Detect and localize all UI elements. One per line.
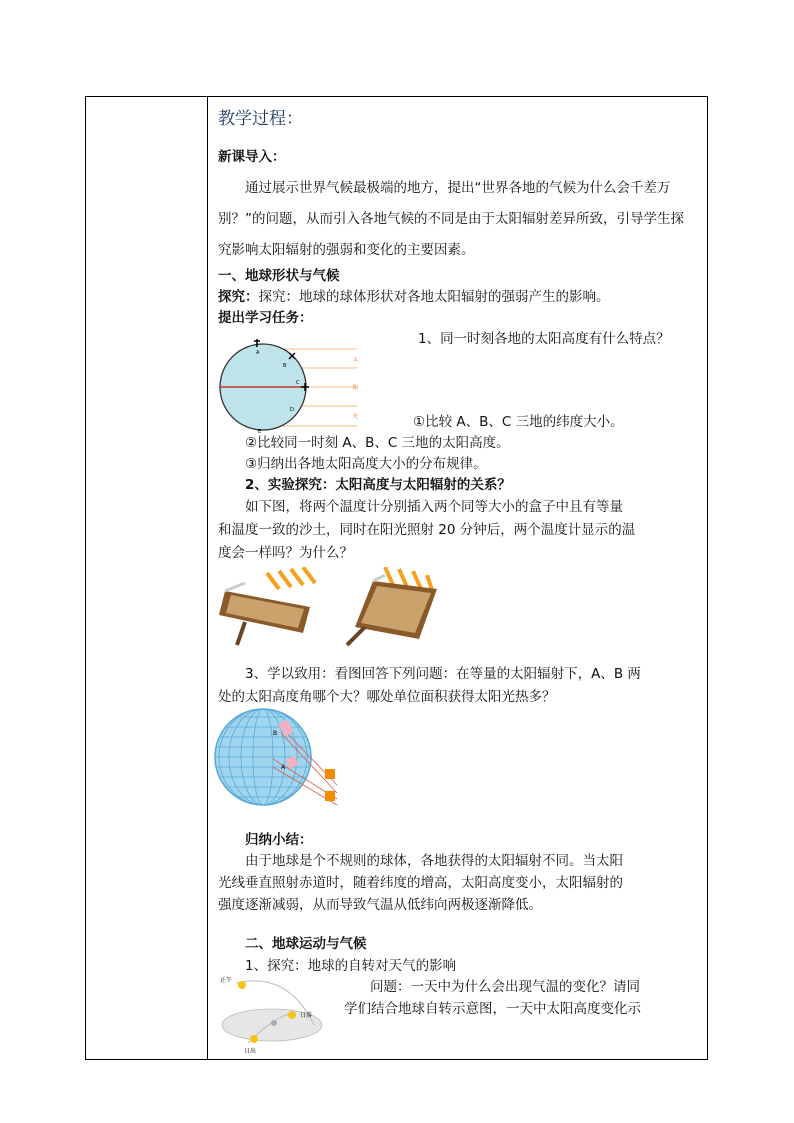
sun-path-diagram [218,973,330,1055]
label-D: D [290,407,294,413]
label-B: B [283,363,287,369]
apply-line-1: 3、学以致用：看图回答下列问题：在等量的太阳辐射下，A、B 两 [245,666,641,682]
column-divider [207,97,208,1059]
label-C: C [296,380,300,386]
earth-sun-altitude-figure [213,337,365,437]
summary-line-1: 由于地球是个不规则的球体，各地获得的太阳辐射不同。当太阳 [245,853,623,869]
apply-line-2: 处的太阳高度角哪个大？哪处单位面积获得太阳光热多？ [218,689,556,705]
sand-box-right [347,575,437,645]
step-2: ②比较同一时刻 A、B、C 三地的太阳高度。 [245,435,510,451]
sunrise-label: 日出 [244,1048,257,1055]
part2-explore: 1、探究：地球的自转对天气的影响 [245,958,457,974]
globe-grid-figure [213,707,343,807]
intro-line-3: 究影响太阳辐射的强弱和变化的主要因素。 [218,242,475,258]
globe-label-B: B [273,730,278,737]
ray-label-3: 光 [353,414,359,420]
experiment-line-2: 和温度一致的沙土，同时在阳光照射 20 分钟后，两个温度计显示的温 [218,522,636,538]
summary-line-3: 强度逐渐减弱，从而导致气温从低纬向两极逐渐降低。 [218,897,542,913]
task-heading: 提出学习任务： [218,310,313,326]
part1-explore: 探究：探究：地球的球体形状对各地太阳辐射的强弱产生的影响。 [218,289,610,305]
experiment-line-3: 度会一样吗？为什么？ [218,545,353,561]
noon-label: 正午 [220,977,233,984]
sunlight-arrows-left [267,567,315,589]
lesson-table [85,96,708,1060]
summary-line-2: 光线垂直照射赤道时，随着纬度的增高，太阳高度变小，太阳辐射的 [218,875,623,891]
ray-label-1: 太 [353,357,359,363]
experiment-heading: 2、实验探究：太阳高度与太阳辐射的关系？ [245,477,511,493]
intro-line-2: 别？”的问题，从而引入各地气候的不同是由于太阳辐射差异所致，引导学生探 [218,211,684,227]
experiment-line-1: 如下图，将两个温度计分别插入两个同等大小的盒子中且有等量 [245,499,623,515]
ray-label-2: 阳 [353,385,359,391]
globe-label-A: A [281,764,286,771]
content-cell [209,97,707,1059]
intro-line-1: 通过展示世界气候最极端的地方，提出“世界各地的气候为什么会千差万 [245,180,671,196]
section-title: 教学过程： [218,109,303,129]
sunset-label: 日落 [300,1012,313,1019]
part2-heading: 二、地球运动与气候 [245,936,367,952]
part1-heading: 一、地球形状与气候 [218,268,340,284]
label-E: E [258,429,262,435]
sunrise-sun-icon [250,1035,258,1043]
step-3: ③归纳出各地太阳高度大小的分布规律。 [245,456,487,472]
part2-question-1: 问题：一天中为什么会出现气温的变化？请同 [370,979,640,995]
label-A: A [256,350,260,356]
intro-heading: 新课导入： [218,149,286,165]
question-1: 1、同一时刻各地的太阳高度有什么特点？ [418,331,670,347]
noon-sun-icon [238,981,246,989]
part2-question-2: 学们结合地球自转示意图，一天中太阳高度变化示 [344,1001,641,1017]
sand-box-experiment-figure [215,567,440,649]
step-1: ①比较 A、B、C 三地的纬度大小。 [413,414,624,430]
observer-icon [271,1020,277,1026]
sand-box-left [219,583,310,645]
summary-heading: 归纳小结： [245,832,313,848]
sunset-sun-icon [288,1011,296,1019]
